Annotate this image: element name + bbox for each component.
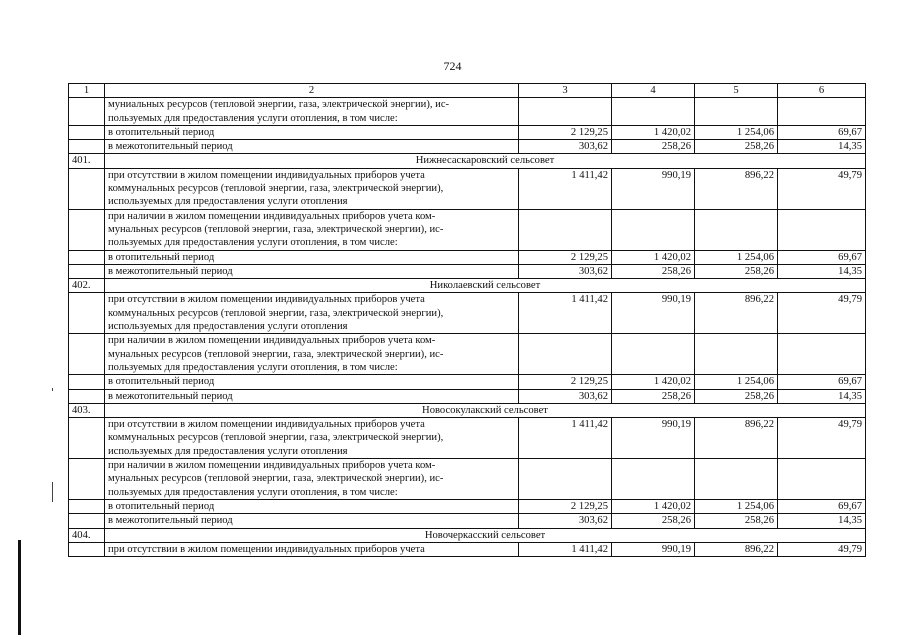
tariff-table <box>68 83 866 557</box>
description-cell <box>105 250 519 264</box>
value-col-4: 258,26 <box>612 264 695 278</box>
value-col-5: 258,26 <box>695 514 778 528</box>
description-line: в межотопительный период <box>108 265 233 277</box>
table-row <box>69 209 866 250</box>
table-row <box>69 499 866 513</box>
section-name: Нижнесаскаровский сельсовет <box>105 154 866 168</box>
column-number-1: 1 <box>69 84 105 98</box>
description-cell <box>105 125 519 139</box>
row-number-cell <box>69 264 105 278</box>
description-line: пользуемых для предоставления услуги отопления, в том числе: <box>108 112 398 124</box>
description-line: при отсутствии в жилом помещении индивидуальных приборов учета <box>108 419 425 431</box>
description-cell <box>105 375 519 389</box>
description-line: в отопительный период <box>108 251 215 263</box>
row-number-cell <box>69 389 105 403</box>
value-col-6: 69,67 <box>778 250 866 264</box>
value-col-6 <box>778 98 866 126</box>
left-margin-bar <box>18 540 21 635</box>
value-col-5: 1 254,06 <box>695 250 778 264</box>
section-name: Новочеркасский сельсовет <box>105 528 866 542</box>
row-number-cell <box>69 125 105 139</box>
margin-mark <box>52 388 53 391</box>
value-col-4: 1 420,02 <box>612 125 695 139</box>
value-col-6: 69,67 <box>778 499 866 513</box>
value-col-6 <box>778 334 866 375</box>
row-number-cell <box>69 250 105 264</box>
description-cell <box>105 389 519 403</box>
table-row <box>69 168 866 209</box>
section-name: Новосокулакский сельсовет <box>105 403 866 417</box>
value-col-3: 303,62 <box>519 140 612 154</box>
description-cell <box>105 264 519 278</box>
tariff-table-body <box>69 84 866 557</box>
value-col-3 <box>519 459 612 500</box>
value-col-6: 14,35 <box>778 264 866 278</box>
value-col-3: 1 411,42 <box>519 418 612 459</box>
description-line: в отопительный период <box>108 376 215 388</box>
value-col-3: 2 129,25 <box>519 499 612 513</box>
description-cell <box>105 459 519 500</box>
value-col-5 <box>695 334 778 375</box>
value-col-5: 896,22 <box>695 542 778 556</box>
description-cell <box>105 334 519 375</box>
section-header-row <box>69 403 866 417</box>
value-col-4: 990,19 <box>612 293 695 334</box>
value-col-6: 14,35 <box>778 389 866 403</box>
value-col-4 <box>612 98 695 126</box>
column-number-6: 6 <box>778 84 866 98</box>
description-line: при наличии в жилом помещении индивидуальных приборов учета ком- <box>108 210 436 222</box>
description-cell <box>105 98 519 126</box>
value-col-4 <box>612 459 695 500</box>
value-col-4: 1 420,02 <box>612 375 695 389</box>
description-line: при наличии в жилом помещении индивидуальных приборов учета ком- <box>108 460 436 472</box>
value-col-3 <box>519 98 612 126</box>
description-line: используемых для предоставления услуги отопления <box>108 445 348 457</box>
value-col-4: 1 420,02 <box>612 250 695 264</box>
value-col-3: 303,62 <box>519 514 612 528</box>
value-col-5: 258,26 <box>695 264 778 278</box>
margin-mark <box>52 482 53 502</box>
value-col-6: 69,67 <box>778 375 866 389</box>
description-line: в межотопительный период <box>108 141 233 153</box>
table-row <box>69 334 866 375</box>
description-cell <box>105 418 519 459</box>
row-number-cell <box>69 98 105 126</box>
value-col-5: 258,26 <box>695 140 778 154</box>
description-cell <box>105 542 519 556</box>
value-col-3: 1 411,42 <box>519 542 612 556</box>
value-col-3: 303,62 <box>519 264 612 278</box>
description-line: коммунальных ресурсов (тепловой энергии, газа, электрической энергии), <box>108 307 444 319</box>
column-number-2: 2 <box>105 84 519 98</box>
value-col-6: 49,79 <box>778 168 866 209</box>
value-col-5 <box>695 98 778 126</box>
table-row <box>69 140 866 154</box>
value-col-4 <box>612 334 695 375</box>
column-number-4: 4 <box>612 84 695 98</box>
value-col-5: 1 254,06 <box>695 125 778 139</box>
value-col-5: 1 254,06 <box>695 375 778 389</box>
section-header-row <box>69 279 866 293</box>
value-col-5: 896,22 <box>695 418 778 459</box>
description-cell <box>105 499 519 513</box>
description-line: пользуемых для предоставления услуги отопления, в том числе: <box>108 361 398 373</box>
description-line: пользуемых для предоставления услуги отопления, в том числе: <box>108 237 398 249</box>
row-number-cell <box>69 418 105 459</box>
value-col-3: 2 129,25 <box>519 125 612 139</box>
value-col-4 <box>612 209 695 250</box>
row-number-cell <box>69 334 105 375</box>
value-col-4: 990,19 <box>612 418 695 459</box>
table-row <box>69 98 866 126</box>
section-number: 403. <box>69 403 105 417</box>
value-col-3 <box>519 209 612 250</box>
table-row <box>69 542 866 556</box>
description-line: при отсутствии в жилом помещении индивидуальных приборов учета <box>108 294 425 306</box>
row-number-cell <box>69 375 105 389</box>
value-col-6: 14,35 <box>778 140 866 154</box>
value-col-5: 896,22 <box>695 293 778 334</box>
section-header-row <box>69 154 866 168</box>
description-line: коммунальных ресурсов (тепловой энергии, газа, электрической энергии), <box>108 432 444 444</box>
value-col-3 <box>519 334 612 375</box>
value-col-4: 258,26 <box>612 140 695 154</box>
description-line: используемых для предоставления услуги отопления <box>108 196 348 208</box>
description-line: используемых для предоставления услуги отопления <box>108 321 348 333</box>
value-col-4: 990,19 <box>612 542 695 556</box>
value-col-6 <box>778 209 866 250</box>
section-number: 402. <box>69 279 105 293</box>
value-col-5 <box>695 459 778 500</box>
value-col-6: 49,79 <box>778 418 866 459</box>
value-col-4: 990,19 <box>612 168 695 209</box>
row-number-cell <box>69 542 105 556</box>
value-col-6: 69,67 <box>778 125 866 139</box>
table-row <box>69 389 866 403</box>
value-col-6 <box>778 459 866 500</box>
row-number-cell <box>69 459 105 500</box>
description-cell <box>105 293 519 334</box>
value-col-4: 258,26 <box>612 389 695 403</box>
table-row <box>69 125 866 139</box>
row-number-cell <box>69 293 105 334</box>
value-col-5: 1 254,06 <box>695 499 778 513</box>
description-line: при отсутствии в жилом помещении индивидуальных приборов учета <box>108 543 425 555</box>
table-row <box>69 264 866 278</box>
description-line: мунальных ресурсов (тепловой энергии, газа, электрической энергии), ис- <box>108 348 444 360</box>
description-line: в межотопительный период <box>108 515 233 527</box>
column-number-3: 3 <box>519 84 612 98</box>
table-row <box>69 293 866 334</box>
row-number-cell <box>69 140 105 154</box>
value-col-3: 1 411,42 <box>519 168 612 209</box>
value-col-4: 258,26 <box>612 514 695 528</box>
description-line: муниальных ресурсов (тепловой энергии, газа, электрической энергии), ис- <box>108 99 450 111</box>
row-number-cell <box>69 168 105 209</box>
section-number: 404. <box>69 528 105 542</box>
description-cell <box>105 514 519 528</box>
section-name: Николаевский сельсовет <box>105 279 866 293</box>
section-number: 401. <box>69 154 105 168</box>
description-line: при отсутствии в жилом помещении индивидуальных приборов учета <box>108 169 425 181</box>
section-header-row <box>69 528 866 542</box>
value-col-6: 14,35 <box>778 514 866 528</box>
table-row <box>69 250 866 264</box>
description-cell <box>105 209 519 250</box>
description-cell <box>105 168 519 209</box>
value-col-5: 258,26 <box>695 389 778 403</box>
value-col-5 <box>695 209 778 250</box>
description-line: в межотопительный период <box>108 390 233 402</box>
table-row <box>69 418 866 459</box>
description-line: при наличии в жилом помещении индивидуальных приборов учета ком- <box>108 335 436 347</box>
description-line: в отопительный период <box>108 126 215 138</box>
value-col-3: 1 411,42 <box>519 293 612 334</box>
value-col-3: 2 129,25 <box>519 250 612 264</box>
description-line: мунальных ресурсов (тепловой энергии, газа, электрической энергии), ис- <box>108 223 444 235</box>
value-col-3: 2 129,25 <box>519 375 612 389</box>
column-number-5: 5 <box>695 84 778 98</box>
description-line: пользуемых для предоставления услуги отопления, в том числе: <box>108 486 398 498</box>
table-row <box>69 514 866 528</box>
description-line: в отопительный период <box>108 500 215 512</box>
description-line: мунальных ресурсов (тепловой энергии, газа, электрической энергии), ис- <box>108 473 444 485</box>
row-number-cell <box>69 209 105 250</box>
column-number-row <box>69 84 866 98</box>
value-col-5: 896,22 <box>695 168 778 209</box>
page-number: 724 <box>443 59 462 73</box>
value-col-6: 49,79 <box>778 293 866 334</box>
table-row <box>69 459 866 500</box>
description-line: коммунальных ресурсов (тепловой энергии, газа, электрической энергии), <box>108 183 444 195</box>
value-col-3: 303,62 <box>519 389 612 403</box>
table-row <box>69 375 866 389</box>
description-cell <box>105 140 519 154</box>
value-col-4: 1 420,02 <box>612 499 695 513</box>
value-col-6: 49,79 <box>778 542 866 556</box>
row-number-cell <box>69 514 105 528</box>
row-number-cell <box>69 499 105 513</box>
